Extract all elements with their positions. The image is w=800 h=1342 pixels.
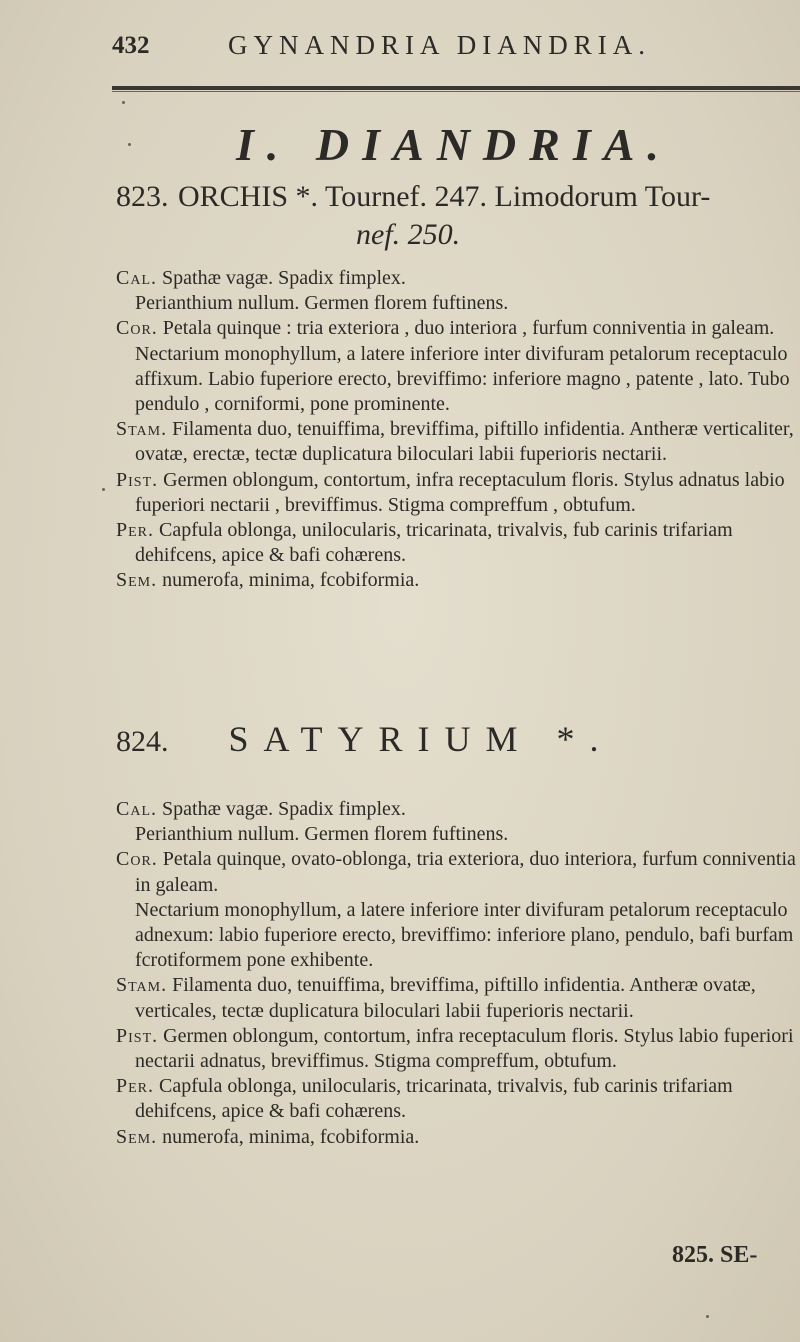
- part-text: Filamenta duo, tenuiffima, breviffima, piftillo infidentia. Antheræ ovatæ, verticales, tectæ duplicatura biloculari labii fuperioris nectarii.: [135, 974, 756, 1022]
- genus-entry-orchis: [116, 178, 796, 594]
- header-rule-thin: [112, 91, 800, 92]
- part-text: Perianthium nullum. Germen florem fuftinens.: [135, 823, 509, 846]
- desc-paragraph: [116, 847, 796, 897]
- part-text: numerofa, minima, fcobiformia.: [162, 569, 420, 592]
- desc-paragraph: [116, 342, 796, 418]
- catchword: 825. SE-: [672, 1242, 758, 1268]
- desc-paragraph: [116, 1074, 796, 1124]
- running-header: [0, 28, 800, 68]
- part-label: Sem.: [116, 1125, 158, 1148]
- genus-heading: [116, 178, 796, 254]
- desc-paragraph: [116, 266, 796, 291]
- part-text: Spathæ vagæ. Spadix fimplex.: [162, 798, 406, 820]
- description: [116, 797, 796, 1150]
- desc-paragraph: [116, 518, 796, 568]
- desc-paragraph: [116, 1024, 796, 1074]
- genus-number: 823.: [116, 180, 169, 213]
- part-text: Petala quinque : tria exteriora , duo interiora , furfum conniventia in galeam.: [162, 317, 775, 340]
- part-label: Cor.: [116, 317, 158, 340]
- part-text: Germen oblongum, contortum, infra receptaculum floris. Stylus labio fuperiori nectarii adnatus, breviffimus. Stigma compreffum, obtufum.: [135, 1024, 794, 1073]
- header-rule: [112, 86, 800, 90]
- part-label: Stam.: [116, 418, 168, 441]
- genus-number: 824.: [116, 725, 169, 758]
- part-text: Nectarium monophyllum, a latere inferiore inter divifuram petalorum receptaculo adnexum: labio fuperiore erecto, breviffimo: inferiore plano, pendulo, bafi burfam fcrotiformem pone exhibente.: [135, 898, 794, 972]
- part-text: Spathæ vagæ. Spadix fimplex.: [162, 267, 406, 289]
- genus-name: SATYRIUM *.: [228, 719, 614, 759]
- part-text: Nectarium monophyllum, a latere inferiore inter divifuram petalorum receptaculo affixum. Labio fuperiore erecto, breviffimo: inferiore magno , patente , lato. Tubo pendulo , corniformi, pone prominente.: [135, 342, 790, 416]
- part-label: Pist.: [116, 468, 159, 491]
- part-text: Perianthium nullum. Germen florem fuftinens.: [135, 292, 509, 315]
- running-title: GYNANDRIA DIANDRIA.: [228, 30, 651, 60]
- part-text: numerofa, minima, fcobiformia.: [162, 1125, 420, 1148]
- part-text: Filamenta duo, tenuiffima, breviffima, piftillo infidentia. Antheræ verticaliter, ovatæ, erectæ, tectæ duplicatura biloculari labii fuperioris nectarii.: [135, 418, 794, 466]
- desc-paragraph: [116, 973, 796, 1023]
- part-label: Per.: [116, 1075, 155, 1098]
- desc-paragraph: [116, 797, 796, 822]
- ink-speck: [128, 143, 131, 146]
- desc-paragraph: [116, 1125, 796, 1150]
- desc-paragraph: [116, 316, 796, 341]
- part-text: Germen oblongum, contortum, infra receptaculum floris. Stylus adnatus labio fuperiori nectarii , breviffimus. Stigma compreffum , obtufum.: [135, 468, 785, 516]
- part-label: Cal.: [116, 267, 158, 289]
- page-number: 432: [112, 32, 150, 59]
- genus-name: ORCHIS *. Tournef. 247. Limodorum Tour-: [178, 180, 711, 213]
- desc-paragraph: [116, 898, 796, 974]
- desc-paragraph: [116, 468, 796, 518]
- part-text: Capfula oblonga, unilocularis, tricarinata, trivalvis, fub carinis trifariam dehifcens, apice & bafi cohærens.: [135, 519, 733, 567]
- part-label: Pist.: [116, 1024, 159, 1047]
- genus-heading: [116, 716, 796, 765]
- genus-entry-satyrium: [116, 716, 796, 1150]
- desc-paragraph: [116, 291, 796, 316]
- desc-paragraph: [116, 568, 796, 593]
- part-label: Sem.: [116, 569, 158, 592]
- description: [116, 266, 796, 594]
- desc-paragraph: [116, 822, 796, 847]
- part-text: Petala quinque, ovato-oblonga, tria exteriora, duo interiora, furfum conniventia in galeam.: [135, 848, 796, 896]
- part-label: Stam.: [116, 974, 168, 997]
- genus-reference-cont: nef. 250.: [356, 218, 461, 251]
- ink-speck: [706, 1315, 709, 1318]
- section-title: I. DIANDRIA.: [236, 119, 672, 170]
- part-text: Capfula oblonga, unilocularis, tricarinata, trivalvis, fub carinis trifariam dehifcens, apice & bafi cohærens.: [135, 1075, 733, 1123]
- ink-speck: [102, 488, 105, 491]
- part-label: Cal.: [116, 798, 158, 820]
- part-label: Per.: [116, 519, 155, 542]
- part-label: Cor.: [116, 848, 158, 871]
- desc-paragraph: [116, 417, 796, 467]
- ink-speck: [122, 101, 125, 104]
